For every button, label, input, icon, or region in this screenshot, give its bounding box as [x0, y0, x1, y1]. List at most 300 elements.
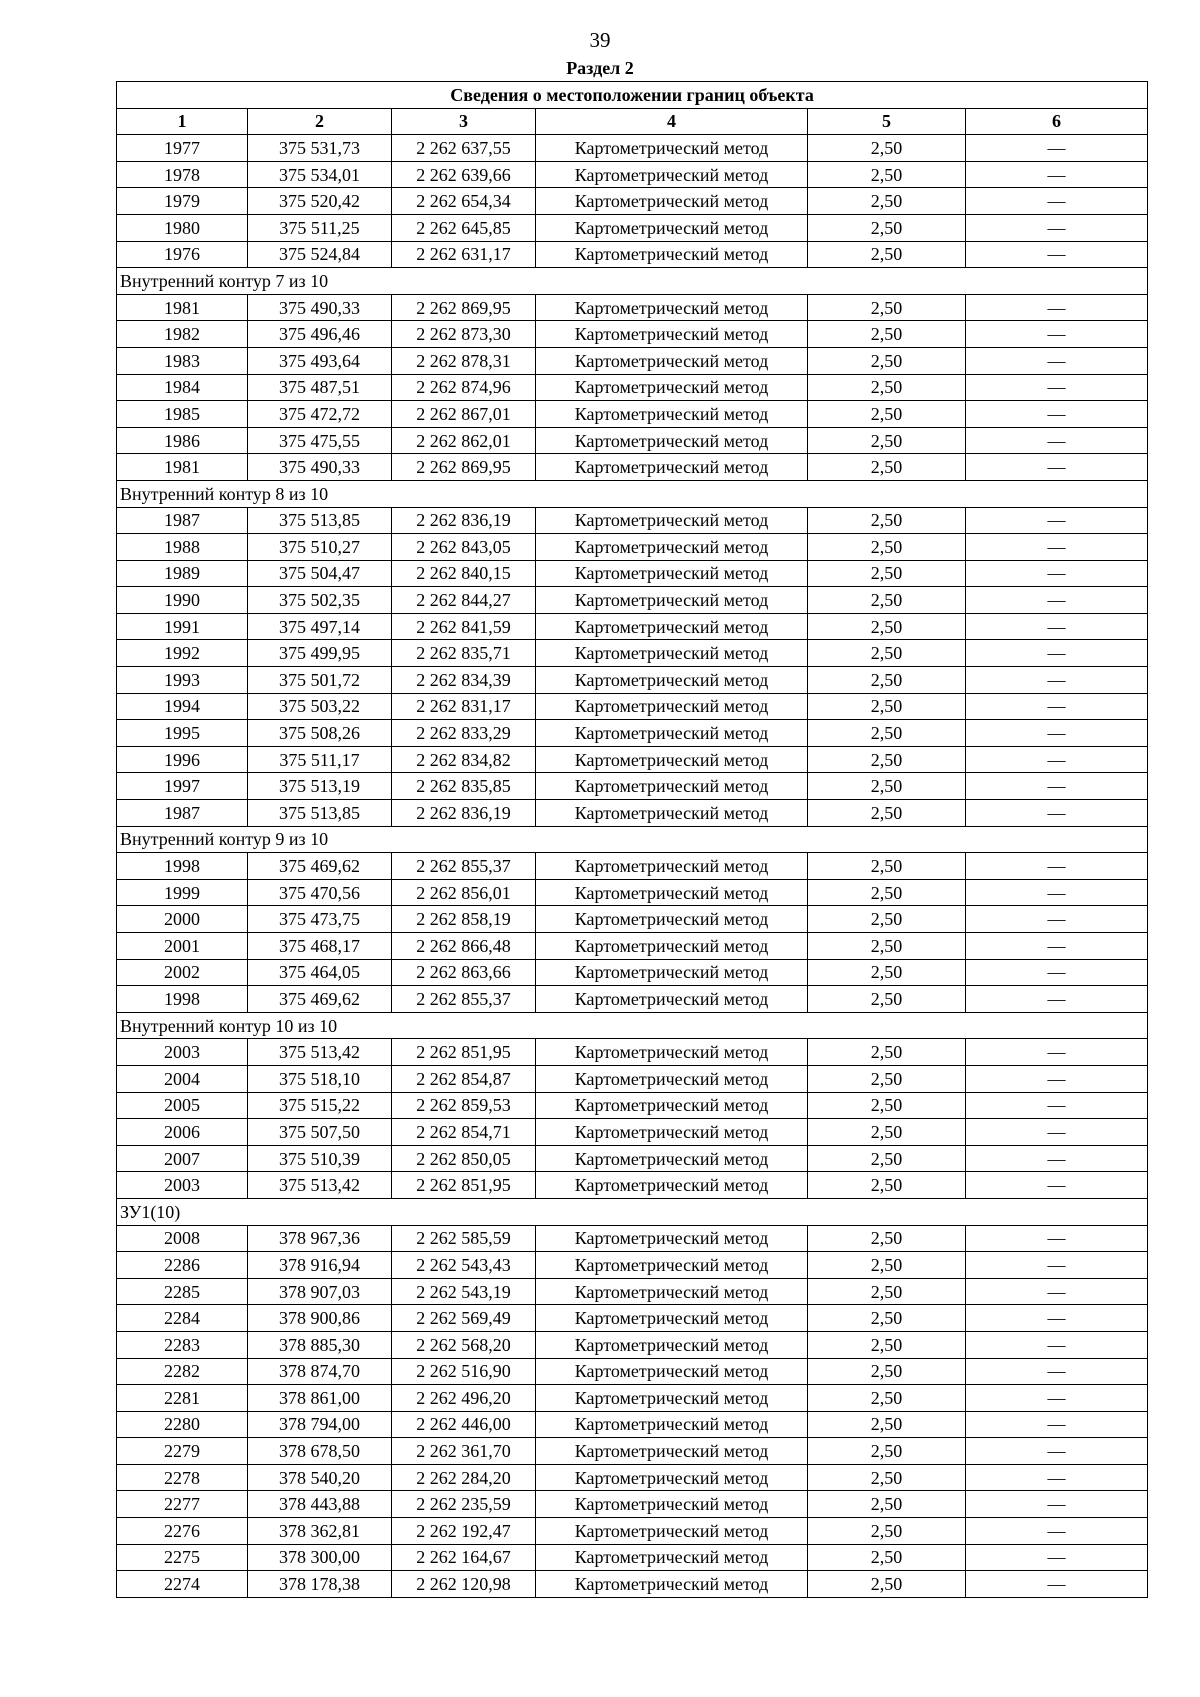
- description-cell: —: [966, 1119, 1148, 1146]
- method-cell: Картометрический метод: [536, 1225, 808, 1252]
- y-coordinate-cell: 2 262 568,20: [392, 1331, 536, 1358]
- table-row: [117, 1225, 1148, 1252]
- table-caption-row: [117, 82, 1148, 109]
- column-header-6: 6: [966, 108, 1148, 135]
- x-coordinate-cell: 375 508,26: [248, 720, 392, 747]
- x-coordinate-cell: 375 470,56: [248, 879, 392, 906]
- point-number-cell: 1980: [117, 214, 248, 241]
- method-cell: Картометрический метод: [536, 241, 808, 268]
- description-cell: —: [966, 427, 1148, 454]
- accuracy-cell: 2,50: [808, 1252, 966, 1279]
- method-cell: Картометрический метод: [536, 667, 808, 694]
- method-cell: Картометрический метод: [536, 879, 808, 906]
- point-number-cell: 1999: [117, 879, 248, 906]
- description-cell: —: [966, 534, 1148, 561]
- section-title: Раздел 2: [566, 58, 634, 78]
- description-cell: —: [966, 1331, 1148, 1358]
- column-header-1: 1: [117, 108, 248, 135]
- y-coordinate-cell: 2 262 164,67: [392, 1544, 536, 1571]
- x-coordinate-cell: 375 513,42: [248, 1039, 392, 1066]
- table-row: [117, 294, 1148, 321]
- accuracy-cell: 2,50: [808, 879, 966, 906]
- description-cell: —: [966, 1225, 1148, 1252]
- y-coordinate-cell: 2 262 844,27: [392, 587, 536, 614]
- point-number-cell: 2284: [117, 1305, 248, 1332]
- description-cell: —: [966, 1252, 1148, 1279]
- y-coordinate-cell: 2 262 858,19: [392, 906, 536, 933]
- accuracy-cell: 2,50: [808, 1305, 966, 1332]
- table-row: [117, 1039, 1148, 1066]
- x-coordinate-cell: 375 534,01: [248, 161, 392, 188]
- accuracy-cell: 2,50: [808, 188, 966, 215]
- x-coordinate-cell: 375 469,62: [248, 986, 392, 1013]
- x-coordinate-cell: 375 487,51: [248, 374, 392, 401]
- table-row: [117, 347, 1148, 374]
- table-row: [117, 853, 1148, 880]
- point-number-cell: 2003: [117, 1172, 248, 1199]
- x-coordinate-cell: 375 513,42: [248, 1172, 392, 1199]
- method-cell: Картометрический метод: [536, 1464, 808, 1491]
- contour-group-label: Внутренний контур 8 из 10: [117, 480, 1148, 507]
- x-coordinate-cell: 375 473,75: [248, 906, 392, 933]
- y-coordinate-cell: 2 262 843,05: [392, 534, 536, 561]
- accuracy-cell: 2,50: [808, 720, 966, 747]
- accuracy-cell: 2,50: [808, 321, 966, 348]
- description-cell: —: [966, 1411, 1148, 1438]
- contour-group-label: Внутренний контур 9 из 10: [117, 826, 1148, 853]
- table-row: [117, 1278, 1148, 1305]
- x-coordinate-cell: 378 443,88: [248, 1491, 392, 1518]
- point-number-cell: 2278: [117, 1464, 248, 1491]
- column-header-row: [117, 108, 1148, 135]
- point-number-cell: 2275: [117, 1544, 248, 1571]
- table-row: [117, 1305, 1148, 1332]
- point-number-cell: 1986: [117, 427, 248, 454]
- x-coordinate-cell: 375 490,33: [248, 454, 392, 481]
- point-number-cell: 1998: [117, 986, 248, 1013]
- point-number-cell: 1981: [117, 454, 248, 481]
- method-cell: Картометрический метод: [536, 401, 808, 428]
- method-cell: Картометрический метод: [536, 188, 808, 215]
- accuracy-cell: 2,50: [808, 853, 966, 880]
- accuracy-cell: 2,50: [808, 1039, 966, 1066]
- y-coordinate-cell: 2 262 836,19: [392, 507, 536, 534]
- point-number-cell: 2283: [117, 1331, 248, 1358]
- y-coordinate-cell: 2 262 835,71: [392, 640, 536, 667]
- description-cell: —: [966, 321, 1148, 348]
- table-row: [117, 374, 1148, 401]
- accuracy-cell: 2,50: [808, 1518, 966, 1545]
- description-cell: —: [966, 374, 1148, 401]
- table-row: [117, 454, 1148, 481]
- point-number-cell: 2282: [117, 1358, 248, 1385]
- y-coordinate-cell: 2 262 866,48: [392, 933, 536, 960]
- point-number-cell: 2008: [117, 1225, 248, 1252]
- accuracy-cell: 2,50: [808, 294, 966, 321]
- accuracy-cell: 2,50: [808, 214, 966, 241]
- point-number-cell: 1982: [117, 321, 248, 348]
- table-row: [117, 1464, 1148, 1491]
- table-row: [117, 746, 1148, 773]
- accuracy-cell: 2,50: [808, 746, 966, 773]
- description-cell: —: [966, 1145, 1148, 1172]
- x-coordinate-cell: 375 531,73: [248, 135, 392, 162]
- x-coordinate-cell: 375 511,17: [248, 746, 392, 773]
- table-row: [117, 613, 1148, 640]
- y-coordinate-cell: 2 262 543,19: [392, 1278, 536, 1305]
- point-number-cell: 1995: [117, 720, 248, 747]
- description-cell: —: [966, 1464, 1148, 1491]
- point-number-cell: 1994: [117, 693, 248, 720]
- description-cell: —: [966, 1065, 1148, 1092]
- table-row: [117, 321, 1148, 348]
- description-cell: —: [966, 640, 1148, 667]
- method-cell: Картометрический метод: [536, 986, 808, 1013]
- x-coordinate-cell: 375 468,17: [248, 933, 392, 960]
- accuracy-cell: 2,50: [808, 1119, 966, 1146]
- table-row: [117, 507, 1148, 534]
- description-cell: —: [966, 746, 1148, 773]
- y-coordinate-cell: 2 262 834,39: [392, 667, 536, 694]
- y-coordinate-cell: 2 262 855,37: [392, 853, 536, 880]
- y-coordinate-cell: 2 262 856,01: [392, 879, 536, 906]
- column-header-4: 4: [536, 108, 808, 135]
- y-coordinate-cell: 2 262 851,95: [392, 1172, 536, 1199]
- table-row: [117, 986, 1148, 1013]
- point-number-cell: 1977: [117, 135, 248, 162]
- x-coordinate-cell: 375 503,22: [248, 693, 392, 720]
- description-cell: —: [966, 879, 1148, 906]
- method-cell: Картометрический метод: [536, 1385, 808, 1412]
- y-coordinate-cell: 2 262 833,29: [392, 720, 536, 747]
- y-coordinate-cell: 2 262 569,49: [392, 1305, 536, 1332]
- table-row: [117, 959, 1148, 986]
- point-number-cell: 1988: [117, 534, 248, 561]
- table-row: [117, 667, 1148, 694]
- point-number-cell: 1981: [117, 294, 248, 321]
- method-cell: Картометрический метод: [536, 1119, 808, 1146]
- y-coordinate-cell: 2 262 859,53: [392, 1092, 536, 1119]
- accuracy-cell: 2,50: [808, 906, 966, 933]
- description-cell: —: [966, 933, 1148, 960]
- x-coordinate-cell: 375 513,85: [248, 800, 392, 827]
- accuracy-cell: 2,50: [808, 507, 966, 534]
- accuracy-cell: 2,50: [808, 1438, 966, 1465]
- method-cell: Картометрический метод: [536, 720, 808, 747]
- point-number-cell: 1992: [117, 640, 248, 667]
- y-coordinate-cell: 2 262 869,95: [392, 454, 536, 481]
- method-cell: Картометрический метод: [536, 1305, 808, 1332]
- accuracy-cell: 2,50: [808, 640, 966, 667]
- table-row: [117, 1145, 1148, 1172]
- accuracy-cell: 2,50: [808, 347, 966, 374]
- accuracy-cell: 2,50: [808, 401, 966, 428]
- contour-group-label: Внутренний контур 7 из 10: [117, 268, 1148, 295]
- y-coordinate-cell: 2 262 284,20: [392, 1464, 536, 1491]
- table-row: [117, 1411, 1148, 1438]
- accuracy-cell: 2,50: [808, 1278, 966, 1305]
- y-coordinate-cell: 2 262 120,98: [392, 1571, 536, 1598]
- x-coordinate-cell: 375 515,22: [248, 1092, 392, 1119]
- table-row: [117, 1491, 1148, 1518]
- description-cell: —: [966, 800, 1148, 827]
- y-coordinate-cell: 2 262 639,66: [392, 161, 536, 188]
- y-coordinate-cell: 2 262 836,19: [392, 800, 536, 827]
- contour-group-row: [117, 826, 1148, 853]
- point-number-cell: 2001: [117, 933, 248, 960]
- description-cell: —: [966, 401, 1148, 428]
- accuracy-cell: 2,50: [808, 560, 966, 587]
- x-coordinate-cell: 375 464,05: [248, 959, 392, 986]
- method-cell: Картометрический метод: [536, 1411, 808, 1438]
- accuracy-cell: 2,50: [808, 427, 966, 454]
- description-cell: —: [966, 347, 1148, 374]
- method-cell: Картометрический метод: [536, 906, 808, 933]
- accuracy-cell: 2,50: [808, 667, 966, 694]
- accuracy-cell: 2,50: [808, 773, 966, 800]
- accuracy-cell: 2,50: [808, 1225, 966, 1252]
- x-coordinate-cell: 375 510,27: [248, 534, 392, 561]
- x-coordinate-cell: 378 900,86: [248, 1305, 392, 1332]
- description-cell: —: [966, 135, 1148, 162]
- table-row: [117, 773, 1148, 800]
- x-coordinate-cell: 378 916,94: [248, 1252, 392, 1279]
- method-cell: Картометрический метод: [536, 1571, 808, 1598]
- y-coordinate-cell: 2 262 631,17: [392, 241, 536, 268]
- table-row: [117, 693, 1148, 720]
- point-number-cell: 1987: [117, 800, 248, 827]
- method-cell: Картометрический метод: [536, 294, 808, 321]
- x-coordinate-cell: 375 475,55: [248, 427, 392, 454]
- method-cell: Картометрический метод: [536, 1172, 808, 1199]
- x-coordinate-cell: 378 885,30: [248, 1331, 392, 1358]
- y-coordinate-cell: 2 262 446,00: [392, 1411, 536, 1438]
- x-coordinate-cell: 378 967,36: [248, 1225, 392, 1252]
- accuracy-cell: 2,50: [808, 1172, 966, 1199]
- description-cell: —: [966, 214, 1148, 241]
- y-coordinate-cell: 2 262 854,87: [392, 1065, 536, 1092]
- method-cell: Картометрический метод: [536, 1331, 808, 1358]
- point-number-cell: 1991: [117, 613, 248, 640]
- table-row: [117, 188, 1148, 215]
- point-number-cell: 2276: [117, 1518, 248, 1545]
- y-coordinate-cell: 2 262 543,43: [392, 1252, 536, 1279]
- description-cell: —: [966, 986, 1148, 1013]
- description-cell: —: [966, 587, 1148, 614]
- method-cell: Картометрический метод: [536, 1518, 808, 1545]
- accuracy-cell: 2,50: [808, 959, 966, 986]
- y-coordinate-cell: 2 262 874,96: [392, 374, 536, 401]
- method-cell: Картометрический метод: [536, 1438, 808, 1465]
- x-coordinate-cell: 378 362,81: [248, 1518, 392, 1545]
- y-coordinate-cell: 2 262 496,20: [392, 1385, 536, 1412]
- point-number-cell: 1979: [117, 188, 248, 215]
- x-coordinate-cell: 378 907,03: [248, 1278, 392, 1305]
- x-coordinate-cell: 378 540,20: [248, 1464, 392, 1491]
- x-coordinate-cell: 375 490,33: [248, 294, 392, 321]
- point-number-cell: 2007: [117, 1145, 248, 1172]
- description-cell: —: [966, 906, 1148, 933]
- column-header-3: 3: [392, 108, 536, 135]
- x-coordinate-cell: 375 510,39: [248, 1145, 392, 1172]
- accuracy-cell: 2,50: [808, 1544, 966, 1571]
- description-cell: —: [966, 613, 1148, 640]
- column-header-5: 5: [808, 108, 966, 135]
- point-number-cell: 1993: [117, 667, 248, 694]
- y-coordinate-cell: 2 262 516,90: [392, 1358, 536, 1385]
- table-row: [117, 1571, 1148, 1598]
- accuracy-cell: 2,50: [808, 986, 966, 1013]
- table-row: [117, 640, 1148, 667]
- x-coordinate-cell: 375 524,84: [248, 241, 392, 268]
- method-cell: Картометрический метод: [536, 1358, 808, 1385]
- description-cell: —: [966, 1544, 1148, 1571]
- y-coordinate-cell: 2 262 645,85: [392, 214, 536, 241]
- point-number-cell: 2279: [117, 1438, 248, 1465]
- x-coordinate-cell: 375 520,42: [248, 188, 392, 215]
- method-cell: Картометрический метод: [536, 746, 808, 773]
- accuracy-cell: 2,50: [808, 1571, 966, 1598]
- method-cell: Картометрический метод: [536, 1039, 808, 1066]
- x-coordinate-cell: 375 472,72: [248, 401, 392, 428]
- x-coordinate-cell: 378 874,70: [248, 1358, 392, 1385]
- method-cell: Картометрический метод: [536, 1145, 808, 1172]
- method-cell: Картометрический метод: [536, 959, 808, 986]
- accuracy-cell: 2,50: [808, 1145, 966, 1172]
- table-row: [117, 214, 1148, 241]
- accuracy-cell: 2,50: [808, 1358, 966, 1385]
- point-number-cell: 1996: [117, 746, 248, 773]
- accuracy-cell: 2,50: [808, 454, 966, 481]
- boundary-coordinates-table: [116, 81, 1148, 1598]
- y-coordinate-cell: 2 262 854,71: [392, 1119, 536, 1146]
- contour-group-row: [117, 268, 1148, 295]
- method-cell: Картометрический метод: [536, 214, 808, 241]
- y-coordinate-cell: 2 262 192,47: [392, 1518, 536, 1545]
- y-coordinate-cell: 2 262 851,95: [392, 1039, 536, 1066]
- point-number-cell: 2274: [117, 1571, 248, 1598]
- contour-group-row: [117, 480, 1148, 507]
- y-coordinate-cell: 2 262 585,59: [392, 1225, 536, 1252]
- table-row: [117, 1518, 1148, 1545]
- point-number-cell: 2003: [117, 1039, 248, 1066]
- accuracy-cell: 2,50: [808, 374, 966, 401]
- method-cell: Картометрический метод: [536, 1278, 808, 1305]
- point-number-cell: 2004: [117, 1065, 248, 1092]
- method-cell: Картометрический метод: [536, 587, 808, 614]
- y-coordinate-cell: 2 262 855,37: [392, 986, 536, 1013]
- y-coordinate-cell: 2 262 867,01: [392, 401, 536, 428]
- accuracy-cell: 2,50: [808, 534, 966, 561]
- contour-group-row: [117, 1012, 1148, 1039]
- method-cell: Картометрический метод: [536, 640, 808, 667]
- accuracy-cell: 2,50: [808, 1464, 966, 1491]
- y-coordinate-cell: 2 262 835,85: [392, 773, 536, 800]
- x-coordinate-cell: 375 469,62: [248, 853, 392, 880]
- accuracy-cell: 2,50: [808, 1491, 966, 1518]
- method-cell: Картометрический метод: [536, 1491, 808, 1518]
- y-coordinate-cell: 2 262 869,95: [392, 294, 536, 321]
- description-cell: —: [966, 161, 1148, 188]
- y-coordinate-cell: 2 262 863,66: [392, 959, 536, 986]
- method-cell: Картометрический метод: [536, 161, 808, 188]
- y-coordinate-cell: 2 262 654,34: [392, 188, 536, 215]
- method-cell: Картометрический метод: [536, 507, 808, 534]
- point-number-cell: 2005: [117, 1092, 248, 1119]
- point-number-cell: 1985: [117, 401, 248, 428]
- description-cell: —: [966, 959, 1148, 986]
- table-row: [117, 1358, 1148, 1385]
- point-number-cell: 2285: [117, 1278, 248, 1305]
- y-coordinate-cell: 2 262 841,59: [392, 613, 536, 640]
- description-cell: —: [966, 507, 1148, 534]
- point-number-cell: 1997: [117, 773, 248, 800]
- point-number-cell: 1984: [117, 374, 248, 401]
- method-cell: Картометрический метод: [536, 427, 808, 454]
- accuracy-cell: 2,50: [808, 800, 966, 827]
- accuracy-cell: 2,50: [808, 933, 966, 960]
- description-cell: —: [966, 1092, 1148, 1119]
- y-coordinate-cell: 2 262 235,59: [392, 1491, 536, 1518]
- accuracy-cell: 2,50: [808, 241, 966, 268]
- description-cell: —: [966, 1358, 1148, 1385]
- x-coordinate-cell: 375 499,95: [248, 640, 392, 667]
- description-cell: —: [966, 454, 1148, 481]
- contour-group-label: Внутренний контур 10 из 10: [117, 1012, 1148, 1039]
- description-cell: —: [966, 1278, 1148, 1305]
- method-cell: Картометрический метод: [536, 374, 808, 401]
- method-cell: Картометрический метод: [536, 1544, 808, 1571]
- point-number-cell: 2280: [117, 1411, 248, 1438]
- point-number-cell: 1987: [117, 507, 248, 534]
- accuracy-cell: 2,50: [808, 587, 966, 614]
- table-row: [117, 427, 1148, 454]
- table-row: [117, 1331, 1148, 1358]
- x-coordinate-cell: 378 794,00: [248, 1411, 392, 1438]
- description-cell: —: [966, 241, 1148, 268]
- point-number-cell: 2000: [117, 906, 248, 933]
- table-row: [117, 401, 1148, 428]
- table-row: [117, 906, 1148, 933]
- description-cell: —: [966, 1172, 1148, 1199]
- description-cell: —: [966, 1039, 1148, 1066]
- accuracy-cell: 2,50: [808, 1065, 966, 1092]
- method-cell: Картометрический метод: [536, 1092, 808, 1119]
- y-coordinate-cell: 2 262 862,01: [392, 427, 536, 454]
- description-cell: —: [966, 773, 1148, 800]
- description-cell: —: [966, 1491, 1148, 1518]
- x-coordinate-cell: 375 493,64: [248, 347, 392, 374]
- x-coordinate-cell: 378 300,00: [248, 1544, 392, 1571]
- x-coordinate-cell: 375 511,25: [248, 214, 392, 241]
- method-cell: Картометрический метод: [536, 853, 808, 880]
- x-coordinate-cell: 378 678,50: [248, 1438, 392, 1465]
- table-row: [117, 560, 1148, 587]
- description-cell: —: [966, 853, 1148, 880]
- point-number-cell: 1978: [117, 161, 248, 188]
- x-coordinate-cell: 378 861,00: [248, 1385, 392, 1412]
- description-cell: —: [966, 720, 1148, 747]
- method-cell: Картометрический метод: [536, 933, 808, 960]
- page-number: 39: [589, 28, 611, 52]
- accuracy-cell: 2,50: [808, 1331, 966, 1358]
- method-cell: Картометрический метод: [536, 613, 808, 640]
- accuracy-cell: 2,50: [808, 135, 966, 162]
- description-cell: —: [966, 667, 1148, 694]
- point-number-cell: 2277: [117, 1491, 248, 1518]
- description-cell: —: [966, 1571, 1148, 1598]
- method-cell: Картометрический метод: [536, 534, 808, 561]
